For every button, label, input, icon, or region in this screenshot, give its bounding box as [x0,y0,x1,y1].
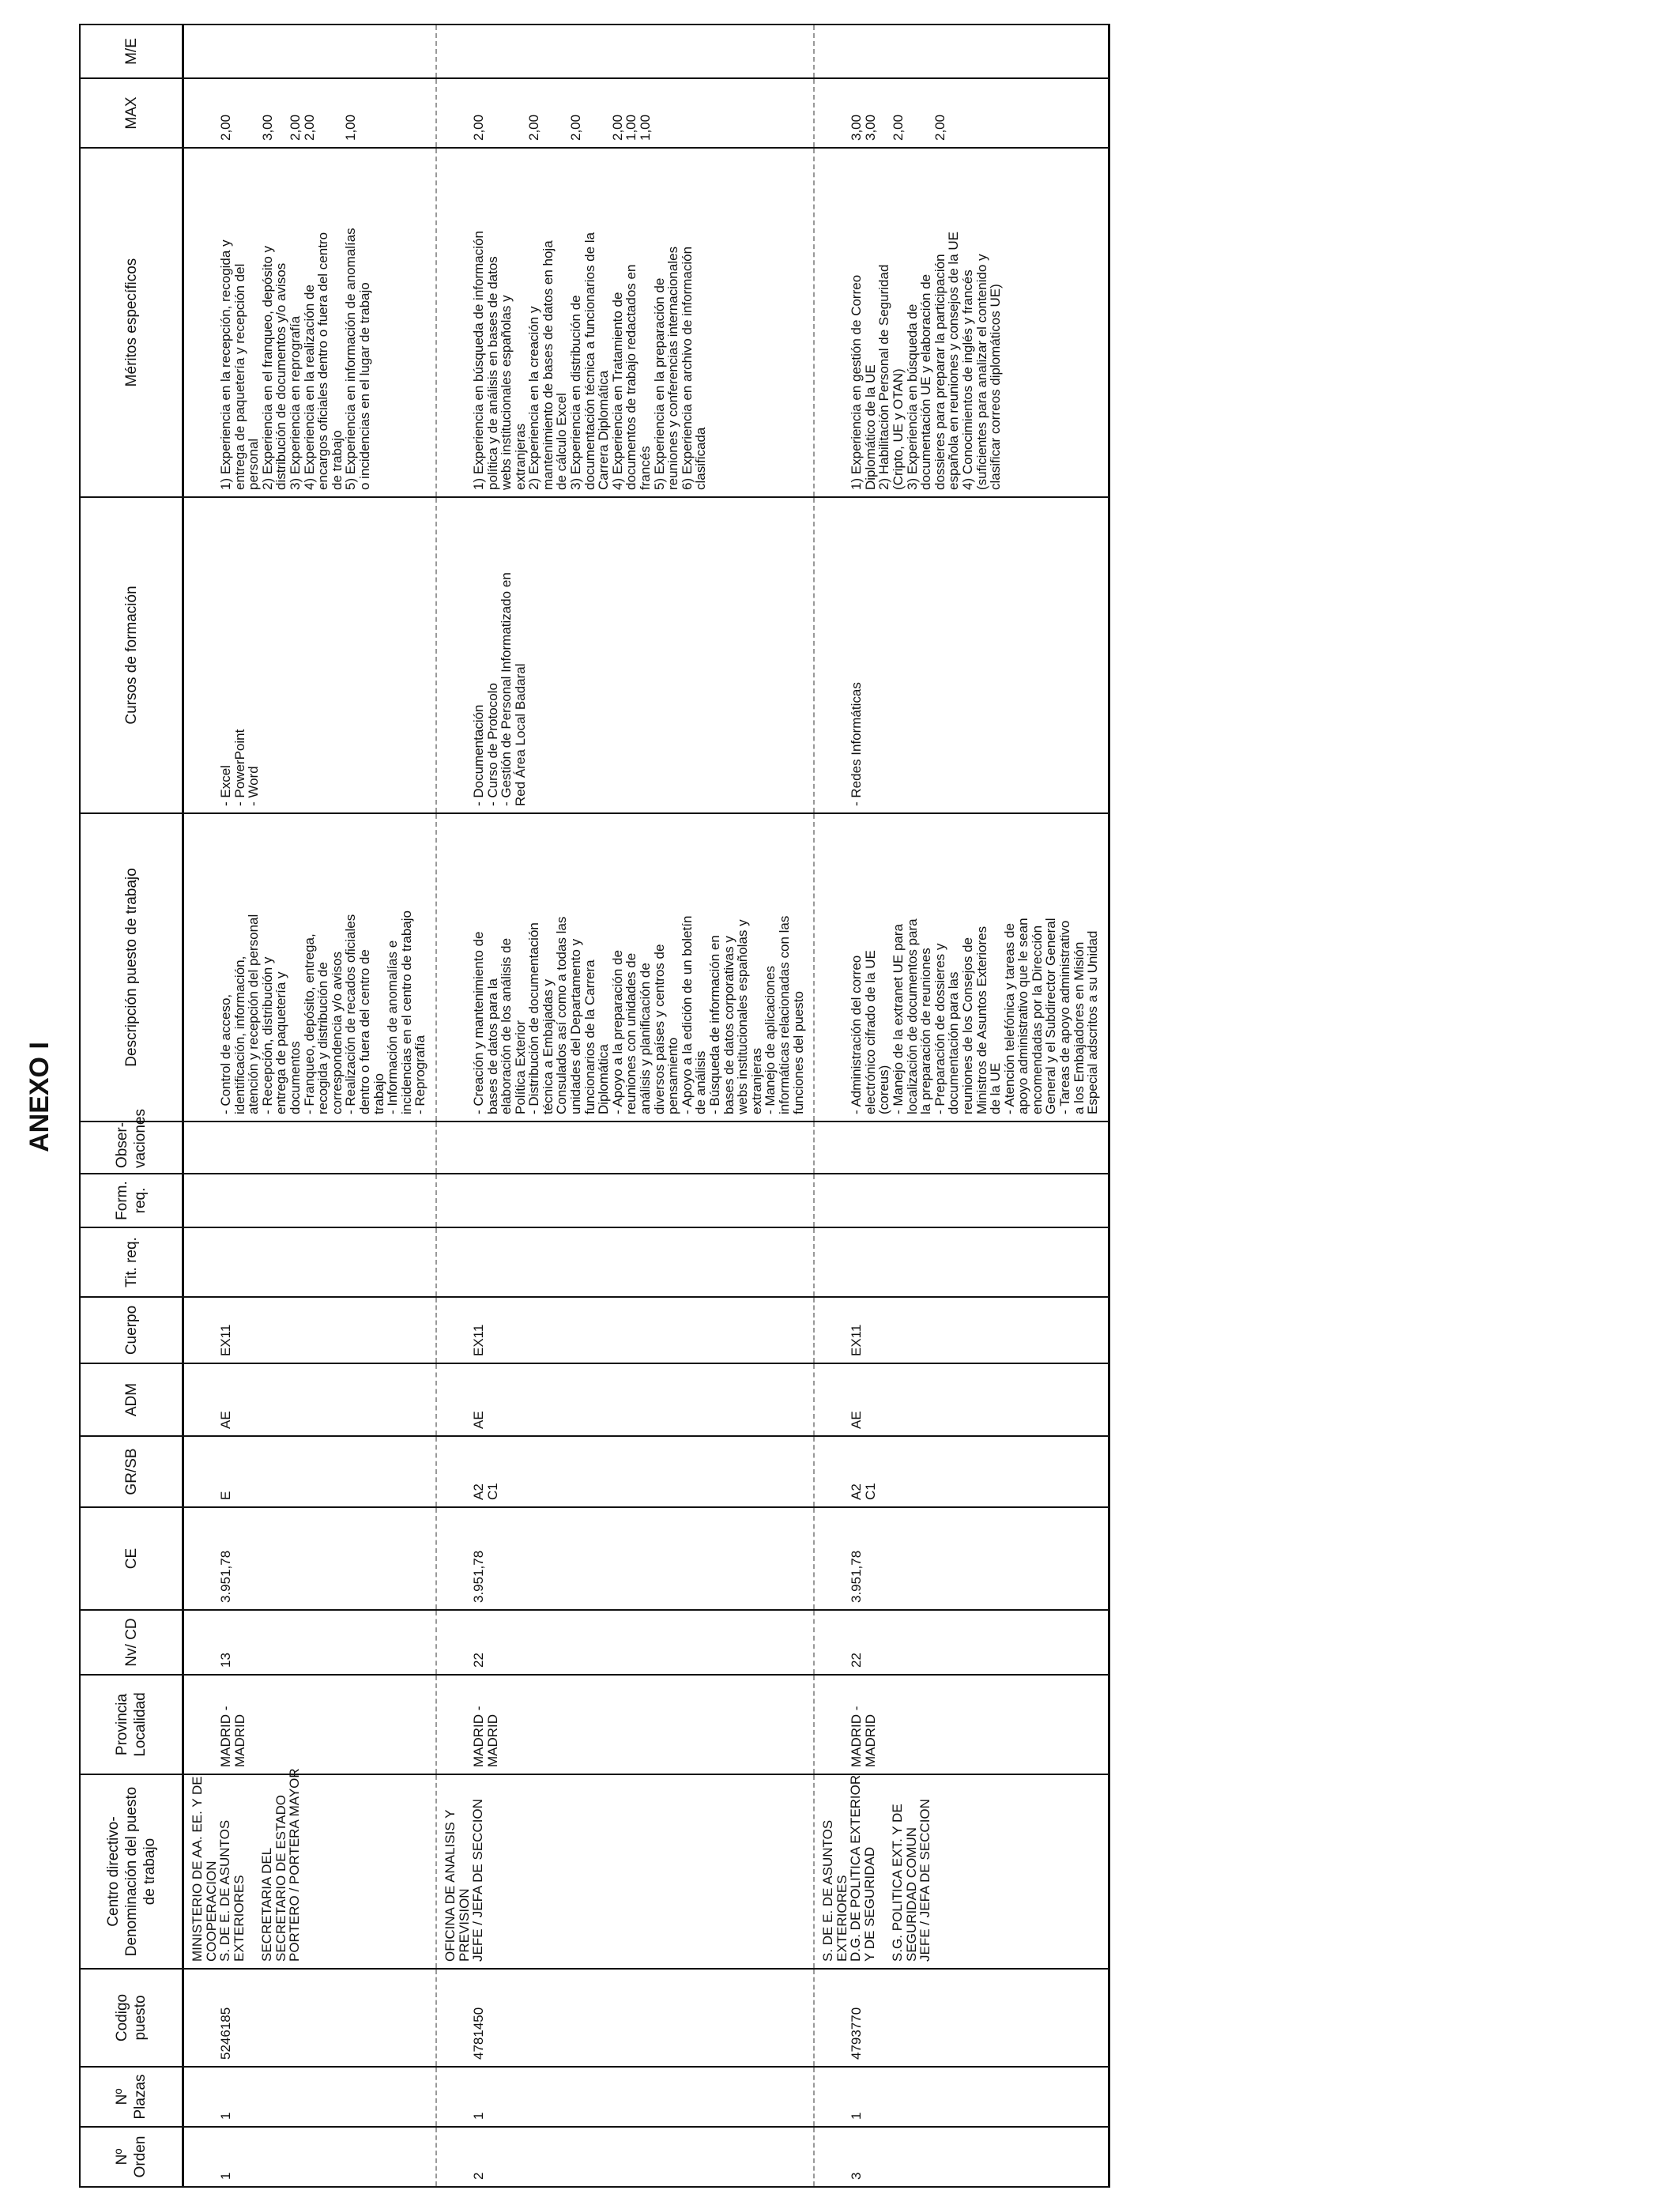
cell-codigo: 4781450 [436,1969,814,2067]
header-observaciones: Obser- vaciones [80,1122,183,1174]
cell-observaciones [436,1122,814,1174]
cell-orden: 1 [183,2127,436,2187]
cell-provincia: MADRID - MADRID [814,1675,1109,1774]
cell-codigo: 5246185 [183,1969,436,2067]
cell-max: 2,00 3,00 2,00 2,00 1,00 [183,78,436,148]
cell-orden: 2 [436,2127,814,2187]
cell-plazas: 1 [183,2067,436,2127]
header-adm: ADM [80,1363,183,1436]
header-plazas: Nº Plazas [80,2067,183,2127]
job-title: JEFE / JEFA DE SECCION [470,1799,486,1962]
job-title: JEFE / JEFA DE SECCION [917,1799,933,1962]
cell-observaciones [814,1122,1109,1174]
cell-adm: AE [814,1363,1109,1436]
cell-descripcion: - Administración del correo electrónico cifrado de la UE (coreus) - Manejo de la extranet UE para localización de documentos para la preparación de reuniones - Preparación de dossieres y documentación para las reuniones de los Consejos de Ministros de Asuntos Exteriores de la UE - Atención telefónica y tareas de apoyo administrativo que le sean encomendadas por la Dirección General y el Subdirector General - Tareas de apoyo administrativo a los Embajadores en Misión Especial adscritos a su Unidad [814,813,1109,1122]
cell-descripcion: - Creación y mantenimiento de bases de datos para la elaboración de los análisis de Política Exterior - Distribución de documentación técnica a Embajadas y Consulados así como a todas las unidades del Departamento y funcionarios de la Carrera Diplomática - Apoyo a la preparación de reuniones con unidades de análisis y planificación de diversos países y centros de pensamiento - Apoyo a la edición de un boletín de análisis - Búsqueda de información en bases de datos corporativas y webs institucionales españolas y extranjeras - Manejo de aplicaciones informáticas relacionadas con las funciones del puesto [436,813,814,1122]
header-max: MAX [80,78,183,148]
cell-orden: 3 [814,2127,1109,2187]
cell-ce: 3.951,78 [436,1507,814,1610]
header-meritos: Méritos específicos [80,148,183,497]
header-provincia: Provincia Localidad [80,1675,183,1774]
cell-adm: AE [183,1363,436,1436]
cell-me [436,25,814,78]
header-cursos: Cursos de formación [80,497,183,813]
header-centro: Centro directivo- Denominación del puesto de trabajo [80,1774,183,1969]
cell-grupo: A2 C1 [436,1436,814,1507]
cell-centro: OFICINA DE ANALISIS Y PREVISION JEFE / JEFA DE SECCION [436,1774,814,1969]
cell-observaciones [183,1122,436,1174]
cell-titulacion [814,1227,1109,1297]
header-formacion: Form. req. [80,1174,183,1227]
header-me: M/E [80,25,183,78]
cell-adm: AE [436,1363,814,1436]
cell-meritos: 1) Experiencia en gestión de Correo Diplomático de la UE 2) Habilitación Personal de Seguridad (Cripto, UE y OTAN) 3) Experiencia en búsqueda de documentación UE y elaboración de dossieres para preparar la participación española en reuniones y consejos de la UE 4) Conocimientos de inglés y francés (suficientes para analizar el contenido y clasificar correos diplomáticos UE) [814,148,1109,497]
cell-cursos: - Redes Informáticas [814,497,1109,813]
cell-max: 3,00 3,00 2,00 2,00 [814,78,1109,148]
cell-titulacion [183,1227,436,1297]
positions-table [79,24,1110,2188]
cell-nivel: 22 [436,1610,814,1675]
cell-formacion [436,1174,814,1227]
cell-formacion [183,1174,436,1227]
header-descripcion: Descripción puesto de trabajo [80,813,183,1122]
cell-meritos: 1) Experiencia en búsqueda de información política y de análisis en bases de datos webs institucionales españolas y extranjeras 2) Experiencia en la creación y mantenimiento de bases de datos en hoja de cálculo Excel 3) Experiencia en distribución de documentación técnica a funcionarios de la Carrera Diplomática 4) Experiencia en Tratamiento de documentos de trabajo redactados en francés 5) Experiencia en la preparación de reuniones y conferencias internacionales 6) Experiencia en archivo de información clasificada [436,148,814,497]
cell-plazas: 1 [814,2067,1109,2127]
cell-plazas: 1 [436,2067,814,2127]
cell-codigo: 4793770 [814,1969,1109,2067]
cell-formacion [814,1174,1109,1227]
cell-descripcion: - Control de acceso, identificación, información, atención y recepción del personal - Recepción, distribución y entrega de paquetería y documentos - Franqueo, depósito, entrega, recogida y distribución de correspondencia y/o avisos - Realización de recados oficiales dentro o fuera del centro de trabajo - Información de anomalías e incidencias en el centro de trabajo - Reprografía [183,813,436,1122]
cell-cuerpo: EX11 [436,1297,814,1363]
table-row [436,25,814,2187]
header-ce: CE [80,1507,183,1610]
cell-nivel: 13 [183,1610,436,1675]
cell-nivel: 22 [814,1610,1109,1675]
cell-ce: 3.951,78 [183,1507,436,1610]
job-title: PORTERO / PORTERA MAYOR [287,1768,303,1962]
cell-provincia: MADRID - MADRID [436,1675,814,1774]
cell-meritos: 1) Experiencia en la recepción, recogida y entrega de paquetería y recepción del personal 2) Experiencia en el franqueo, depósito y distribución de documentos y/o avisos 3) Experiencia en reprografía 4) Experiencia en la realización de encargos oficiales dentro o fuera del centro de trabajo 5) Experiencia en información de anomalías o incidencias en el lugar de trabajo [183,148,436,497]
cell-centro: MINISTERIO DE AA. EE. Y DE COOPERACION S. DE E. DE ASUNTOS EXTERIORES SECRETARIA DEL SECRETARIO DE ESTADO PORTERO / PORTERA MAYOR [183,1774,436,1969]
header-codigo: Codigo puesto [80,1969,183,2067]
table-row [814,25,1109,2187]
cell-cuerpo: EX11 [814,1297,1109,1363]
cell-ce: 3.951,78 [814,1507,1109,1610]
table-header [80,25,183,2187]
document-title: ANEXO I [24,1042,55,1152]
cell-cursos: - Excel - PowerPoint - Word [183,497,436,813]
cell-centro: S. DE E. DE ASUNTOS EXTERIORES D.G. DE POLITICA EXTERIOR Y DE SEGURIDAD S.G. POLITICA EXT. Y DE SEGURIDAD COMUN JEFE / JEFA DE SECCION [814,1774,1109,1969]
table-row [183,25,436,2187]
header-grupo: GR/SB [80,1436,183,1507]
cell-max: 2,00 2,00 2,00 2,00 1,00 1,00 [436,78,814,148]
cell-cursos: - Documentación - Curso de Protocolo - Gestión de Personal Informatizado en Red Área Local Badaral [436,497,814,813]
cell-provincia: MADRID - MADRID [183,1675,436,1774]
cell-me [814,25,1109,78]
cell-cuerpo: EX11 [183,1297,436,1363]
header-titulacion: Tit. req. [80,1227,183,1297]
header-orden: Nº Orden [80,2127,183,2187]
cell-grupo: A2 C1 [814,1436,1109,1507]
header-cuerpo: Cuerpo [80,1297,183,1363]
cell-grupo: E [183,1436,436,1507]
header-nivel: Nv/ CD [80,1610,183,1675]
cell-me [183,25,436,78]
cell-titulacion [436,1227,814,1297]
